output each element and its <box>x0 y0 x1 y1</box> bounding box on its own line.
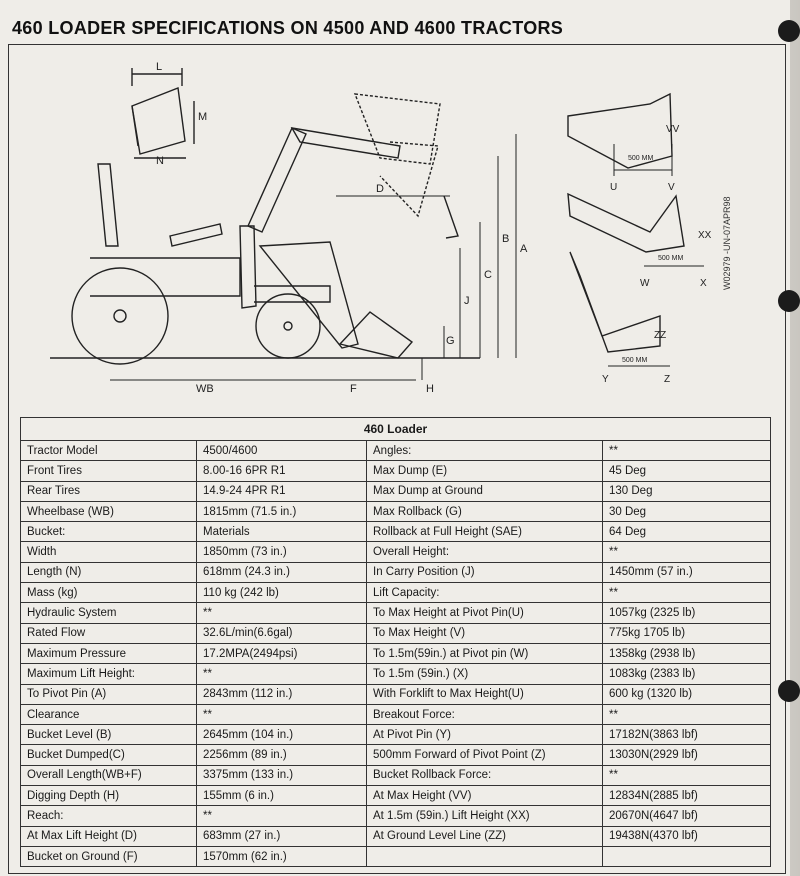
spec-label: Max Dump at Ground <box>367 481 603 501</box>
spec-value: 1057kg (2325 lb) <box>603 603 771 623</box>
spec-value: 8.00-16 6PR R1 <box>197 461 367 481</box>
spec-label: At 1.5m (59in.) Lift Height (XX) <box>367 806 603 826</box>
spec-label: Breakout Force: <box>367 704 603 724</box>
table-row <box>21 765 771 785</box>
label-y: Y <box>602 374 609 385</box>
table-row <box>21 623 771 643</box>
spec-label: Maximum Lift Height: <box>21 664 197 684</box>
spec-value: 600 kg (1320 lb) <box>603 684 771 704</box>
label-l: L <box>156 61 163 73</box>
loader-spec-table <box>20 417 771 867</box>
spec-label: Max Rollback (G) <box>367 501 603 521</box>
lift-detail-yz <box>570 252 670 385</box>
spec-label: Bucket Level (B) <box>21 725 197 745</box>
spec-label: Reach: <box>21 806 197 826</box>
spec-value: 155mm (6 in.) <box>197 786 367 806</box>
table-row <box>21 461 771 481</box>
table-row <box>21 501 771 521</box>
spec-value: ** <box>197 603 367 623</box>
spec-label: At Ground Level Line (ZZ) <box>367 826 603 846</box>
spec-label: Bucket Dumped(C) <box>21 745 197 765</box>
label-z: Z <box>664 374 671 385</box>
binder-hole <box>778 290 800 312</box>
spec-label: Rear Tires <box>21 481 197 501</box>
spec-table-body <box>21 441 771 867</box>
spec-value: 4500/4600 <box>197 441 367 461</box>
spec-value: ** <box>603 583 771 603</box>
spec-label: Digging Depth (H) <box>21 786 197 806</box>
spec-label: Bucket on Ground (F) <box>21 846 197 866</box>
label-g: G <box>446 335 455 347</box>
label-f: F <box>350 383 357 395</box>
label-b: B <box>502 233 510 245</box>
label-500mm-1: 500 MM <box>628 155 654 162</box>
table-row <box>21 684 771 704</box>
spec-value: ** <box>603 441 771 461</box>
spec-value: 130 Deg <box>603 481 771 501</box>
label-zz: ZZ <box>654 330 667 341</box>
spec-label: Width <box>21 542 197 562</box>
spec-label: Tractor Model <box>21 441 197 461</box>
table-row <box>21 664 771 684</box>
label-a: A <box>520 243 528 255</box>
spec-label: Bucket: <box>21 522 197 542</box>
spec-value: ** <box>197 664 367 684</box>
lift-detail-uv <box>568 94 680 193</box>
label-vv: VV <box>666 124 680 135</box>
spec-label: Max Dump (E) <box>367 461 603 481</box>
spec-value: 775kg 1705 lb) <box>603 623 771 643</box>
table-row <box>21 826 771 846</box>
label-d: D <box>376 183 384 195</box>
page-title: 460 LOADER SPECIFICATIONS ON 4500 AND 4600 TRACTORS <box>12 18 564 38</box>
spec-value: 19438N(4370 lbf) <box>603 826 771 846</box>
spec-value <box>603 846 771 866</box>
label-500mm-2: 500 MM <box>658 255 684 262</box>
spec-label: Rollback at Full Height (SAE) <box>367 522 603 542</box>
table-row <box>21 603 771 623</box>
spec-label: 500mm Forward of Pivot Point (Z) <box>367 745 603 765</box>
label-n: N <box>156 155 164 167</box>
tractor-outline <box>50 164 480 364</box>
spec-value: 20670N(4647 lbf) <box>603 806 771 826</box>
spec-label: With Forklift to Max Height(U) <box>367 684 603 704</box>
table-title: 460 Loader <box>21 418 771 441</box>
spec-label: Hydraulic System <box>21 603 197 623</box>
spec-label: Front Tires <box>21 461 197 481</box>
spec-label: Mass (kg) <box>21 583 197 603</box>
table-row <box>21 643 771 663</box>
spec-value: 2256mm (89 in.) <box>197 745 367 765</box>
spec-label: Lift Capacity: <box>367 583 603 603</box>
label-c: C <box>484 269 492 281</box>
label-500mm-3: 500 MM <box>622 357 648 364</box>
spec-label: Maximum Pressure <box>21 643 197 663</box>
spec-value: ** <box>603 542 771 562</box>
table-row <box>21 481 771 501</box>
spec-label: To Pivot Pin (A) <box>21 684 197 704</box>
spec-value: 1450mm (57 in.) <box>603 562 771 582</box>
spec-value: 2645mm (104 in.) <box>197 725 367 745</box>
spec-value: ** <box>197 806 367 826</box>
spec-label: To Max Height at Pivot Pin(U) <box>367 603 603 623</box>
spec-value: 30 Deg <box>603 501 771 521</box>
table-row <box>21 562 771 582</box>
label-h: H <box>426 383 434 395</box>
spec-value: 64 Deg <box>603 522 771 542</box>
spec-value: Materials <box>197 522 367 542</box>
dimension-lines <box>110 134 528 395</box>
spec-value: 110 kg (242 lb) <box>197 583 367 603</box>
spec-label: At Max Lift Height (D) <box>21 826 197 846</box>
table-row <box>21 745 771 765</box>
spec-value: 683mm (27 in.) <box>197 826 367 846</box>
label-j: J <box>464 295 470 307</box>
spec-label: Wheelbase (WB) <box>21 501 197 521</box>
spec-value: 3375mm (133 in.) <box>197 765 367 785</box>
spec-value: ** <box>603 704 771 724</box>
figure-code: W02979 -UN-07APR98 <box>722 196 732 290</box>
label-wb: WB <box>196 383 214 395</box>
table-row <box>21 441 771 461</box>
loader-dimension-diagram <box>10 46 784 408</box>
spec-label: Clearance <box>21 704 197 724</box>
binder-hole <box>778 20 800 42</box>
spec-value: 14.9-24 4PR R1 <box>197 481 367 501</box>
spec-value: 17182N(3863 lbf) <box>603 725 771 745</box>
spec-value: 12834N(2885 lbf) <box>603 786 771 806</box>
label-x: X <box>700 278 707 289</box>
spec-label: To Max Height (V) <box>367 623 603 643</box>
spec-label: To 1.5m (59in.) (X) <box>367 664 603 684</box>
table-row <box>21 583 771 603</box>
label-w: W <box>640 278 650 289</box>
spec-label: Overall Height: <box>367 542 603 562</box>
spec-label: At Max Height (VV) <box>367 786 603 806</box>
table-row <box>21 704 771 724</box>
table-row <box>21 522 771 542</box>
spec-value: 32.6L/min(6.6gal) <box>197 623 367 643</box>
label-xx: XX <box>698 230 712 241</box>
spec-value: 1815mm (71.5 in.) <box>197 501 367 521</box>
spec-value: 17.2MPA(2494psi) <box>197 643 367 663</box>
bucket-detail-lmn <box>132 61 207 167</box>
diagram-svg <box>10 46 784 408</box>
spec-label: Overall Length(WB+F) <box>21 765 197 785</box>
spec-label: Angles: <box>367 441 603 461</box>
label-m: M <box>198 111 208 123</box>
spec-value: 1358kg (2938 lb) <box>603 643 771 663</box>
table-row <box>21 725 771 745</box>
label-u: U <box>610 182 618 193</box>
spec-value: ** <box>197 704 367 724</box>
table-row <box>21 786 771 806</box>
binder-hole <box>778 680 800 702</box>
spec-value: 1570mm (62 in.) <box>197 846 367 866</box>
spec-value: 618mm (24.3 in.) <box>197 562 367 582</box>
table-title-row <box>21 418 771 441</box>
spec-value: 2843mm (112 in.) <box>197 684 367 704</box>
spec-label: Length (N) <box>21 562 197 582</box>
spec-value: 45 Deg <box>603 461 771 481</box>
table-row <box>21 542 771 562</box>
lift-detail-wx <box>568 194 712 289</box>
spec-label: To 1.5m(59in.) at Pivot pin (W) <box>367 643 603 663</box>
spec-label <box>367 846 603 866</box>
spec-label: At Pivot Pin (Y) <box>367 725 603 745</box>
loader-arm-outline <box>248 94 458 358</box>
spec-label: Rated Flow <box>21 623 197 643</box>
spec-label: Bucket Rollback Force: <box>367 765 603 785</box>
table-row <box>21 806 771 826</box>
spec-value: ** <box>603 765 771 785</box>
spec-value: 1083kg (2383 lb) <box>603 664 771 684</box>
spec-value: 13030N(2929 lbf) <box>603 745 771 765</box>
spec-value: 1850mm (73 in.) <box>197 542 367 562</box>
spec-label: In Carry Position (J) <box>367 562 603 582</box>
label-v: V <box>668 182 675 193</box>
table-row <box>21 846 771 866</box>
